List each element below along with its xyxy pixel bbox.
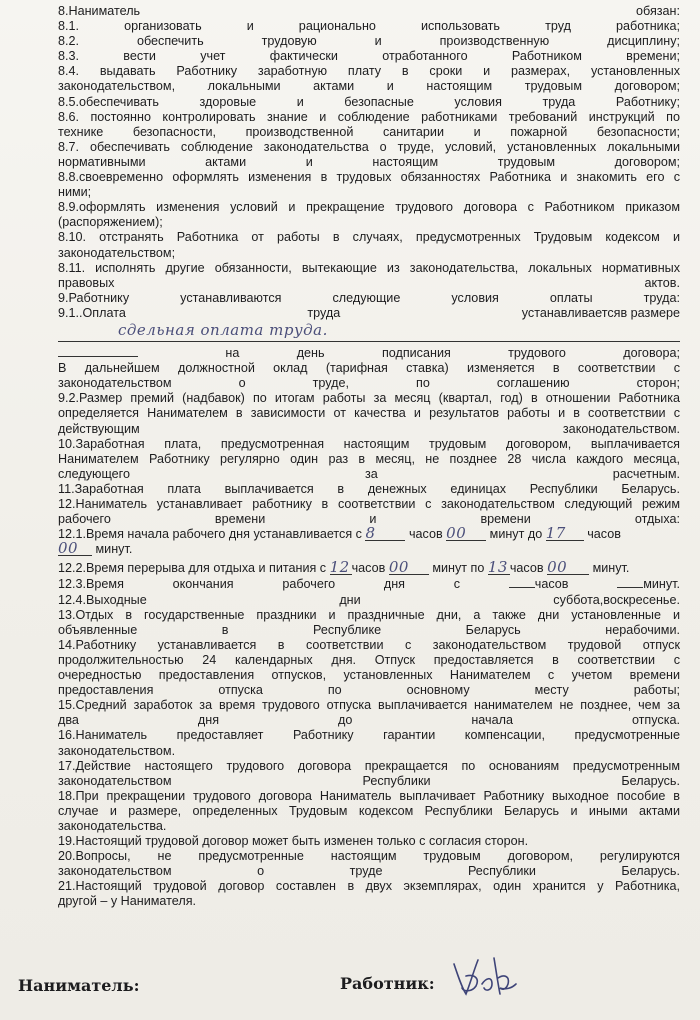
line-18b: случае и размере, определенных Трудовым кодексом Республики Беларусь и иными актами <box>58 803 680 818</box>
line-21: 21.Настоящий трудовой договор составлен в двух экземплярах, один хранится у Работника, <box>58 879 680 894</box>
hours-word-4: часов <box>509 561 544 576</box>
line-12-1 <box>58 524 680 543</box>
line-9-1c: В дальнейшем должностной оклад (тарифная ставка) изменяется в соответствии с <box>58 361 680 376</box>
line-8-1: 8.1. организовать и рационально использовать труд работника; <box>58 19 680 34</box>
line-17: 17.Действие настоящего трудового договора прекращается по основаниям предусмотренным <box>58 758 680 773</box>
line-8-9b: (распоряжением); <box>58 215 163 230</box>
minutes-word-2: минут. <box>592 561 630 576</box>
end-of-day-text: 12.3.Время окончания рабочего дня с <box>58 577 461 592</box>
line-16: 16.Наниматель предоставляет Работнику гарантии компенсации, предусмотренные <box>58 728 680 743</box>
work-start-hours: 8 <box>365 527 405 541</box>
line-12: 12.Наниматель устанавливает работнику в соответствии с законодательством следующий режим <box>58 497 680 511</box>
line-14c: очередностью предоставления отпусков, установленных Нанимателем с учетом времени <box>58 668 680 683</box>
line-14: 14.Работнику устанавливается в соответствии с законодательством трудовой отпуск <box>58 637 680 652</box>
line-12-1b <box>58 539 680 558</box>
line-12-3 <box>58 576 680 592</box>
line-14b: продолжительностью 24 календарных дня. Отпуск предоставляется в соответствии с <box>58 652 680 667</box>
line-8-11b: актов. <box>644 275 680 290</box>
work-start-minutes: 00 <box>446 527 486 541</box>
line-9-2b: определяется Нанимателем в зависимости от качества и результатов работы и в соответствии с <box>58 406 680 421</box>
employee-label: Работник: <box>340 974 435 993</box>
end-of-day-hours-blank <box>509 576 535 588</box>
line-20b: законодательством о труде Республики Беларусь. <box>58 864 680 879</box>
line-8-8b: ними; <box>58 185 92 200</box>
days-off-sunday: воскресенье. <box>603 592 680 607</box>
line-8-7b: нормативными актами и настоящим трудовым договором; <box>58 154 680 169</box>
line-19: 19.Настоящий трудовой договор может быть изменен только с согласия сторон. <box>58 834 529 849</box>
line-10: 10.Заработная плата, предусмотренная настоящим трудовым договором, выплачивается <box>58 436 680 451</box>
line-18: 18.При прекращении трудового договора Наниматель выплачивает Работнику выходное пособие в <box>58 788 680 803</box>
line-8-3: 8.3. вести учет фактически отработанного Работником времени; <box>58 49 680 64</box>
line-21b: другой – у Нанимателя. <box>58 894 197 909</box>
line-12b: рабочего времени и времени отдыха: <box>58 512 680 527</box>
line-18c: законодательства. <box>58 818 167 833</box>
line-8-11: 8.11. исполнять другие обязанности, вытекающие из законодательства, локальных нормативных <box>58 260 680 275</box>
break-from-hours: 12 <box>329 558 350 577</box>
clause-8-title: 8.Наниматель <box>58 4 141 18</box>
line-8-9: 8.9.оформлять изменения условий и прекращение трудового договора с Работником приказом <box>58 200 680 215</box>
line-8-4b: законодательством, локальными актами и настоящим трудовым договором; <box>58 79 680 94</box>
minutes-po-word: минут по <box>432 561 485 576</box>
wage-type-handwritten: сдельная оплата труда. <box>118 321 328 340</box>
line-8-10b: законодательством; <box>58 245 176 260</box>
contract-text <box>58 4 680 910</box>
line-15: 15.Средний заработок за время трудового отпуска выплачивается нанимателем не позднее, чем за <box>58 698 680 713</box>
line-16b: законодательством. <box>58 743 176 758</box>
line-14d: предоставления отпуска по основному месту работы; <box>58 683 680 698</box>
minutes-word-3: минут. <box>643 577 681 592</box>
work-start-text: 12.1.Время начала рабочего дня устанавливается с <box>58 527 362 542</box>
wage-type-field <box>58 323 680 342</box>
clause-8-obliged: обязан: <box>636 4 680 18</box>
line-11: 11.Заработная плата выплачивается в денежных единицах Республики Беларусь. <box>58 481 680 496</box>
line-8-2: 8.2. обеспечить трудовую и производственную дисциплину; <box>58 34 680 49</box>
line-13b: объявленные в Республике Беларусь нерабочими. <box>58 622 680 637</box>
hours-word-5: часов <box>534 577 569 592</box>
line-8-6b: технике безопасности, производственной санитарии и пожарной безопасности; <box>58 124 680 139</box>
hours-word-3: часов <box>351 561 386 576</box>
line-8-header <box>58 4 680 19</box>
line-8-4: 8.4. выдавать Работнику заработную плату в сроки и размерах, установленных <box>58 64 680 79</box>
line-12-2 <box>58 558 680 577</box>
line-8-11c: правовых <box>58 275 115 290</box>
wage-date-text: на день подписания трудового договора; <box>225 346 681 361</box>
wage-intro: 9.1..Оплата труда устанавливается <box>58 305 621 320</box>
line-9-2c: действующим законодательством. <box>58 421 680 436</box>
line-8-8: 8.8.своевременно оформлять изменения в трудовых обязанностях Работника и знакомить его с <box>58 170 680 185</box>
line-8-10: 8.10. отстранять Работника от работы в случаях, предусмотренных Трудовым кодексом и <box>58 230 680 245</box>
line-9-1 <box>58 306 680 321</box>
minutes-to-word: минут до <box>489 527 543 542</box>
hours-word-2: часов <box>587 527 621 542</box>
line-9-2: 9.2.Размер премий (надбавок) по итогам работы за месяц (квартал, год) в отношении Работника <box>58 391 680 406</box>
end-of-day-minutes-blank <box>617 576 643 588</box>
line-8-6: 8.6. постоянно контролировать знание и соблюдение работниками требований инструкций по <box>58 109 680 124</box>
line-17b: законодательством Республики Беларусь. <box>58 773 680 788</box>
break-text: 12.2.Время перерыва для отдыха и питания с <box>58 561 327 576</box>
employee-signature-icon <box>448 954 518 998</box>
wage-amount-blank <box>58 344 138 357</box>
wage-size-word: в размере <box>620 305 680 320</box>
line-10b: Нанимателем Работнику регулярно один раз в месяц, не позднее 28 числа каждого месяца, <box>58 451 680 466</box>
minutes-word: минут. <box>95 542 133 557</box>
line-8-7: 8.7. обеспечивать соблюдение законодательства о труде, условий, установленных локальными <box>58 139 680 154</box>
break-from-minutes: 00 <box>389 561 429 575</box>
break-to-minutes: 00 <box>547 561 589 575</box>
line-9: 9.Работнику устанавливаются следующие условия оплаты труда: <box>58 290 680 305</box>
hours-word: часов <box>408 527 443 542</box>
days-off-text: 12.4.Выходные дни суббота, <box>58 592 604 607</box>
work-end-hours: 17 <box>546 527 584 541</box>
line-9-1d: законодательством о труде, по соглашению сторон; <box>58 376 680 391</box>
line-15b: два дня до начала отпуска. <box>58 713 680 728</box>
work-end-minutes: 00 <box>58 542 92 556</box>
line-12-4 <box>58 593 680 608</box>
line-9-1b <box>58 344 680 361</box>
break-to-hours: 13 <box>487 558 508 577</box>
line-13: 13.Отдых в государственные праздники и праздничные дни, а также дни установленные и <box>58 607 680 622</box>
line-20: 20.Вопросы, не предусмотренные настоящим трудовым договором, регулируются <box>58 849 680 864</box>
line-10c: следующего за расчетным. <box>58 466 680 481</box>
line-8-5: 8.5.обеспечивать здоровые и безопасные условия труда Работнику; <box>58 94 680 109</box>
employer-label: Наниматель: <box>18 976 140 995</box>
